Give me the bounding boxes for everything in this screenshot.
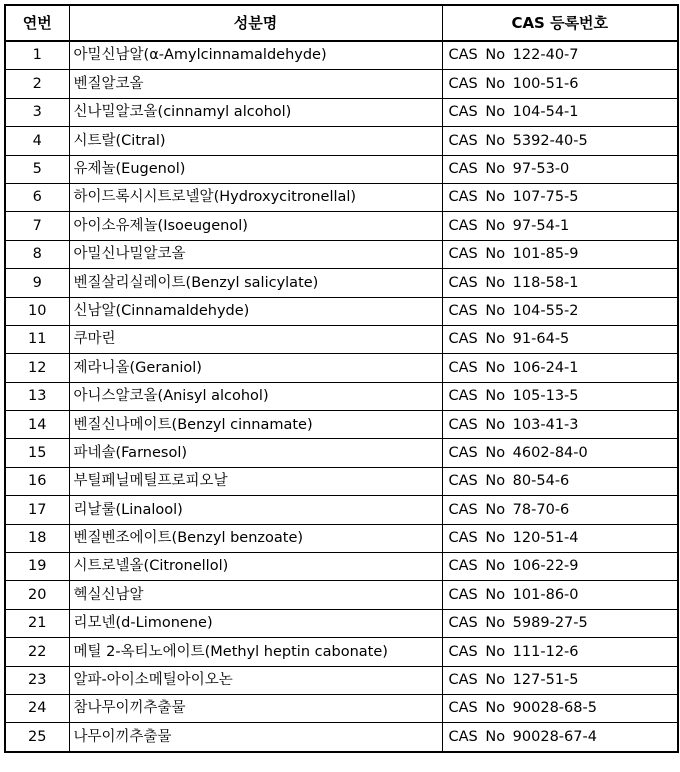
table-row xyxy=(5,524,678,552)
table-row xyxy=(5,240,678,268)
cas-number-cell: CAS No 127-51-5 xyxy=(442,666,678,694)
cas-number-cell: CAS No 80-54-6 xyxy=(442,467,678,495)
row-number-cell: 9 xyxy=(5,269,69,297)
cas-number-cell: CAS No 118-58-1 xyxy=(442,269,678,297)
row-number-cell: 16 xyxy=(5,467,69,495)
row-number-cell: 15 xyxy=(5,439,69,467)
ingredient-name-cell: 아밀신나밀알코올 xyxy=(69,240,442,268)
row-number-cell: 24 xyxy=(5,694,69,722)
row-number-cell: 25 xyxy=(5,723,69,752)
row-number-cell: 19 xyxy=(5,553,69,581)
row-number-cell: 13 xyxy=(5,382,69,410)
row-number-cell: 22 xyxy=(5,638,69,666)
table-row xyxy=(5,212,678,240)
ingredient-name-cell: 벤질알코올 xyxy=(69,70,442,98)
cas-number-cell: CAS No 122-40-7 xyxy=(442,41,678,70)
table-row xyxy=(5,411,678,439)
cas-number-cell: CAS No 90028-67-4 xyxy=(442,723,678,752)
ingredient-name-cell: 벤질신나메이트(Benzyl cinnamate) xyxy=(69,411,442,439)
table-row xyxy=(5,382,678,410)
header-row xyxy=(5,5,678,41)
table-row xyxy=(5,581,678,609)
cas-number-cell: CAS No 78-70-6 xyxy=(442,496,678,524)
table-row xyxy=(5,297,678,325)
header-number: 연번 xyxy=(5,5,69,41)
row-number-cell: 8 xyxy=(5,240,69,268)
ingredient-name-cell: 알파-아이소메틸아이오논 xyxy=(69,666,442,694)
header-cas-number: CAS 등록번호 xyxy=(442,5,678,41)
row-number-cell: 10 xyxy=(5,297,69,325)
row-number-cell: 1 xyxy=(5,41,69,70)
table-row xyxy=(5,553,678,581)
ingredient-table xyxy=(4,4,679,753)
ingredient-name-cell: 부틸페닐메틸프로피오날 xyxy=(69,467,442,495)
row-number-cell: 11 xyxy=(5,325,69,353)
cas-number-cell: CAS No 101-85-9 xyxy=(442,240,678,268)
ingredient-name-cell: 아니스알코올(Anisyl alcohol) xyxy=(69,382,442,410)
cas-number-cell: CAS No 106-24-1 xyxy=(442,354,678,382)
ingredient-name-cell: 메틸 2-옥티노에이트(Methyl heptin cabonate) xyxy=(69,638,442,666)
ingredient-name-cell: 시트로넬올(Citronellol) xyxy=(69,553,442,581)
cas-number-cell: CAS No 101-86-0 xyxy=(442,581,678,609)
table-row xyxy=(5,183,678,211)
table-row xyxy=(5,155,678,183)
cas-number-cell: CAS No 104-54-1 xyxy=(442,98,678,126)
cas-number-cell: CAS No 120-51-4 xyxy=(442,524,678,552)
ingredient-name-cell: 제라니올(Geraniol) xyxy=(69,354,442,382)
table-row xyxy=(5,638,678,666)
row-number-cell: 17 xyxy=(5,496,69,524)
row-number-cell: 5 xyxy=(5,155,69,183)
row-number-cell: 2 xyxy=(5,70,69,98)
ingredient-name-cell: 리날룰(Linalool) xyxy=(69,496,442,524)
row-number-cell: 4 xyxy=(5,127,69,155)
row-number-cell: 7 xyxy=(5,212,69,240)
cas-number-cell: CAS No 97-53-0 xyxy=(442,155,678,183)
row-number-cell: 6 xyxy=(5,183,69,211)
table-row xyxy=(5,439,678,467)
ingredient-name-cell: 아밀신남알(α-Amylcinnamaldehyde) xyxy=(69,41,442,70)
ingredient-name-cell: 아이소유제놀(Isoeugenol) xyxy=(69,212,442,240)
ingredient-name-cell: 파네솔(Farnesol) xyxy=(69,439,442,467)
table-row xyxy=(5,325,678,353)
table-row xyxy=(5,496,678,524)
cas-number-cell: CAS No 91-64-5 xyxy=(442,325,678,353)
cas-number-cell: CAS No 104-55-2 xyxy=(442,297,678,325)
table-row xyxy=(5,609,678,637)
table-row xyxy=(5,354,678,382)
table-row xyxy=(5,98,678,126)
cas-number-cell: CAS No 4602-84-0 xyxy=(442,439,678,467)
row-number-cell: 18 xyxy=(5,524,69,552)
cas-number-cell: CAS No 5392-40-5 xyxy=(442,127,678,155)
ingredient-name-cell: 쿠마린 xyxy=(69,325,442,353)
cas-number-cell: CAS No 111-12-6 xyxy=(442,638,678,666)
ingredient-name-cell: 시트랄(Citral) xyxy=(69,127,442,155)
document-page xyxy=(4,4,679,753)
header-ingredient-name: 성분명 xyxy=(69,5,442,41)
ingredient-name-cell: 나무이끼추출물 xyxy=(69,723,442,752)
cas-number-cell: CAS No 106-22-9 xyxy=(442,553,678,581)
cas-number-cell: CAS No 105-13-5 xyxy=(442,382,678,410)
cas-number-cell: CAS No 103-41-3 xyxy=(442,411,678,439)
ingredient-name-cell: 하이드록시시트로넬알(Hydroxycitronellal) xyxy=(69,183,442,211)
row-number-cell: 3 xyxy=(5,98,69,126)
row-number-cell: 12 xyxy=(5,354,69,382)
table-row xyxy=(5,666,678,694)
row-number-cell: 14 xyxy=(5,411,69,439)
ingredient-name-cell: 헥실신남알 xyxy=(69,581,442,609)
ingredient-name-cell: 유제놀(Eugenol) xyxy=(69,155,442,183)
cas-number-cell: CAS No 107-75-5 xyxy=(442,183,678,211)
table-row xyxy=(5,70,678,98)
ingredient-name-cell: 신남알(Cinnamaldehyde) xyxy=(69,297,442,325)
ingredient-name-cell: 리모넨(d-Limonene) xyxy=(69,609,442,637)
cas-number-cell: CAS No 100-51-6 xyxy=(442,70,678,98)
table-row xyxy=(5,694,678,722)
cas-number-cell: CAS No 5989-27-5 xyxy=(442,609,678,637)
cas-number-cell: CAS No 97-54-1 xyxy=(442,212,678,240)
ingredient-name-cell: 벤질살리실레이트(Benzyl salicylate) xyxy=(69,269,442,297)
row-number-cell: 20 xyxy=(5,581,69,609)
cas-number-cell: CAS No 90028-68-5 xyxy=(442,694,678,722)
table-row xyxy=(5,723,678,752)
ingredient-name-cell: 벤질벤조에이트(Benzyl benzoate) xyxy=(69,524,442,552)
row-number-cell: 21 xyxy=(5,609,69,637)
table-row xyxy=(5,41,678,70)
table-row xyxy=(5,127,678,155)
table-row xyxy=(5,467,678,495)
ingredient-name-cell: 신나밀알코올(cinnamyl alcohol) xyxy=(69,98,442,126)
row-number-cell: 23 xyxy=(5,666,69,694)
ingredient-name-cell: 참나무이끼추출물 xyxy=(69,694,442,722)
table-row xyxy=(5,269,678,297)
